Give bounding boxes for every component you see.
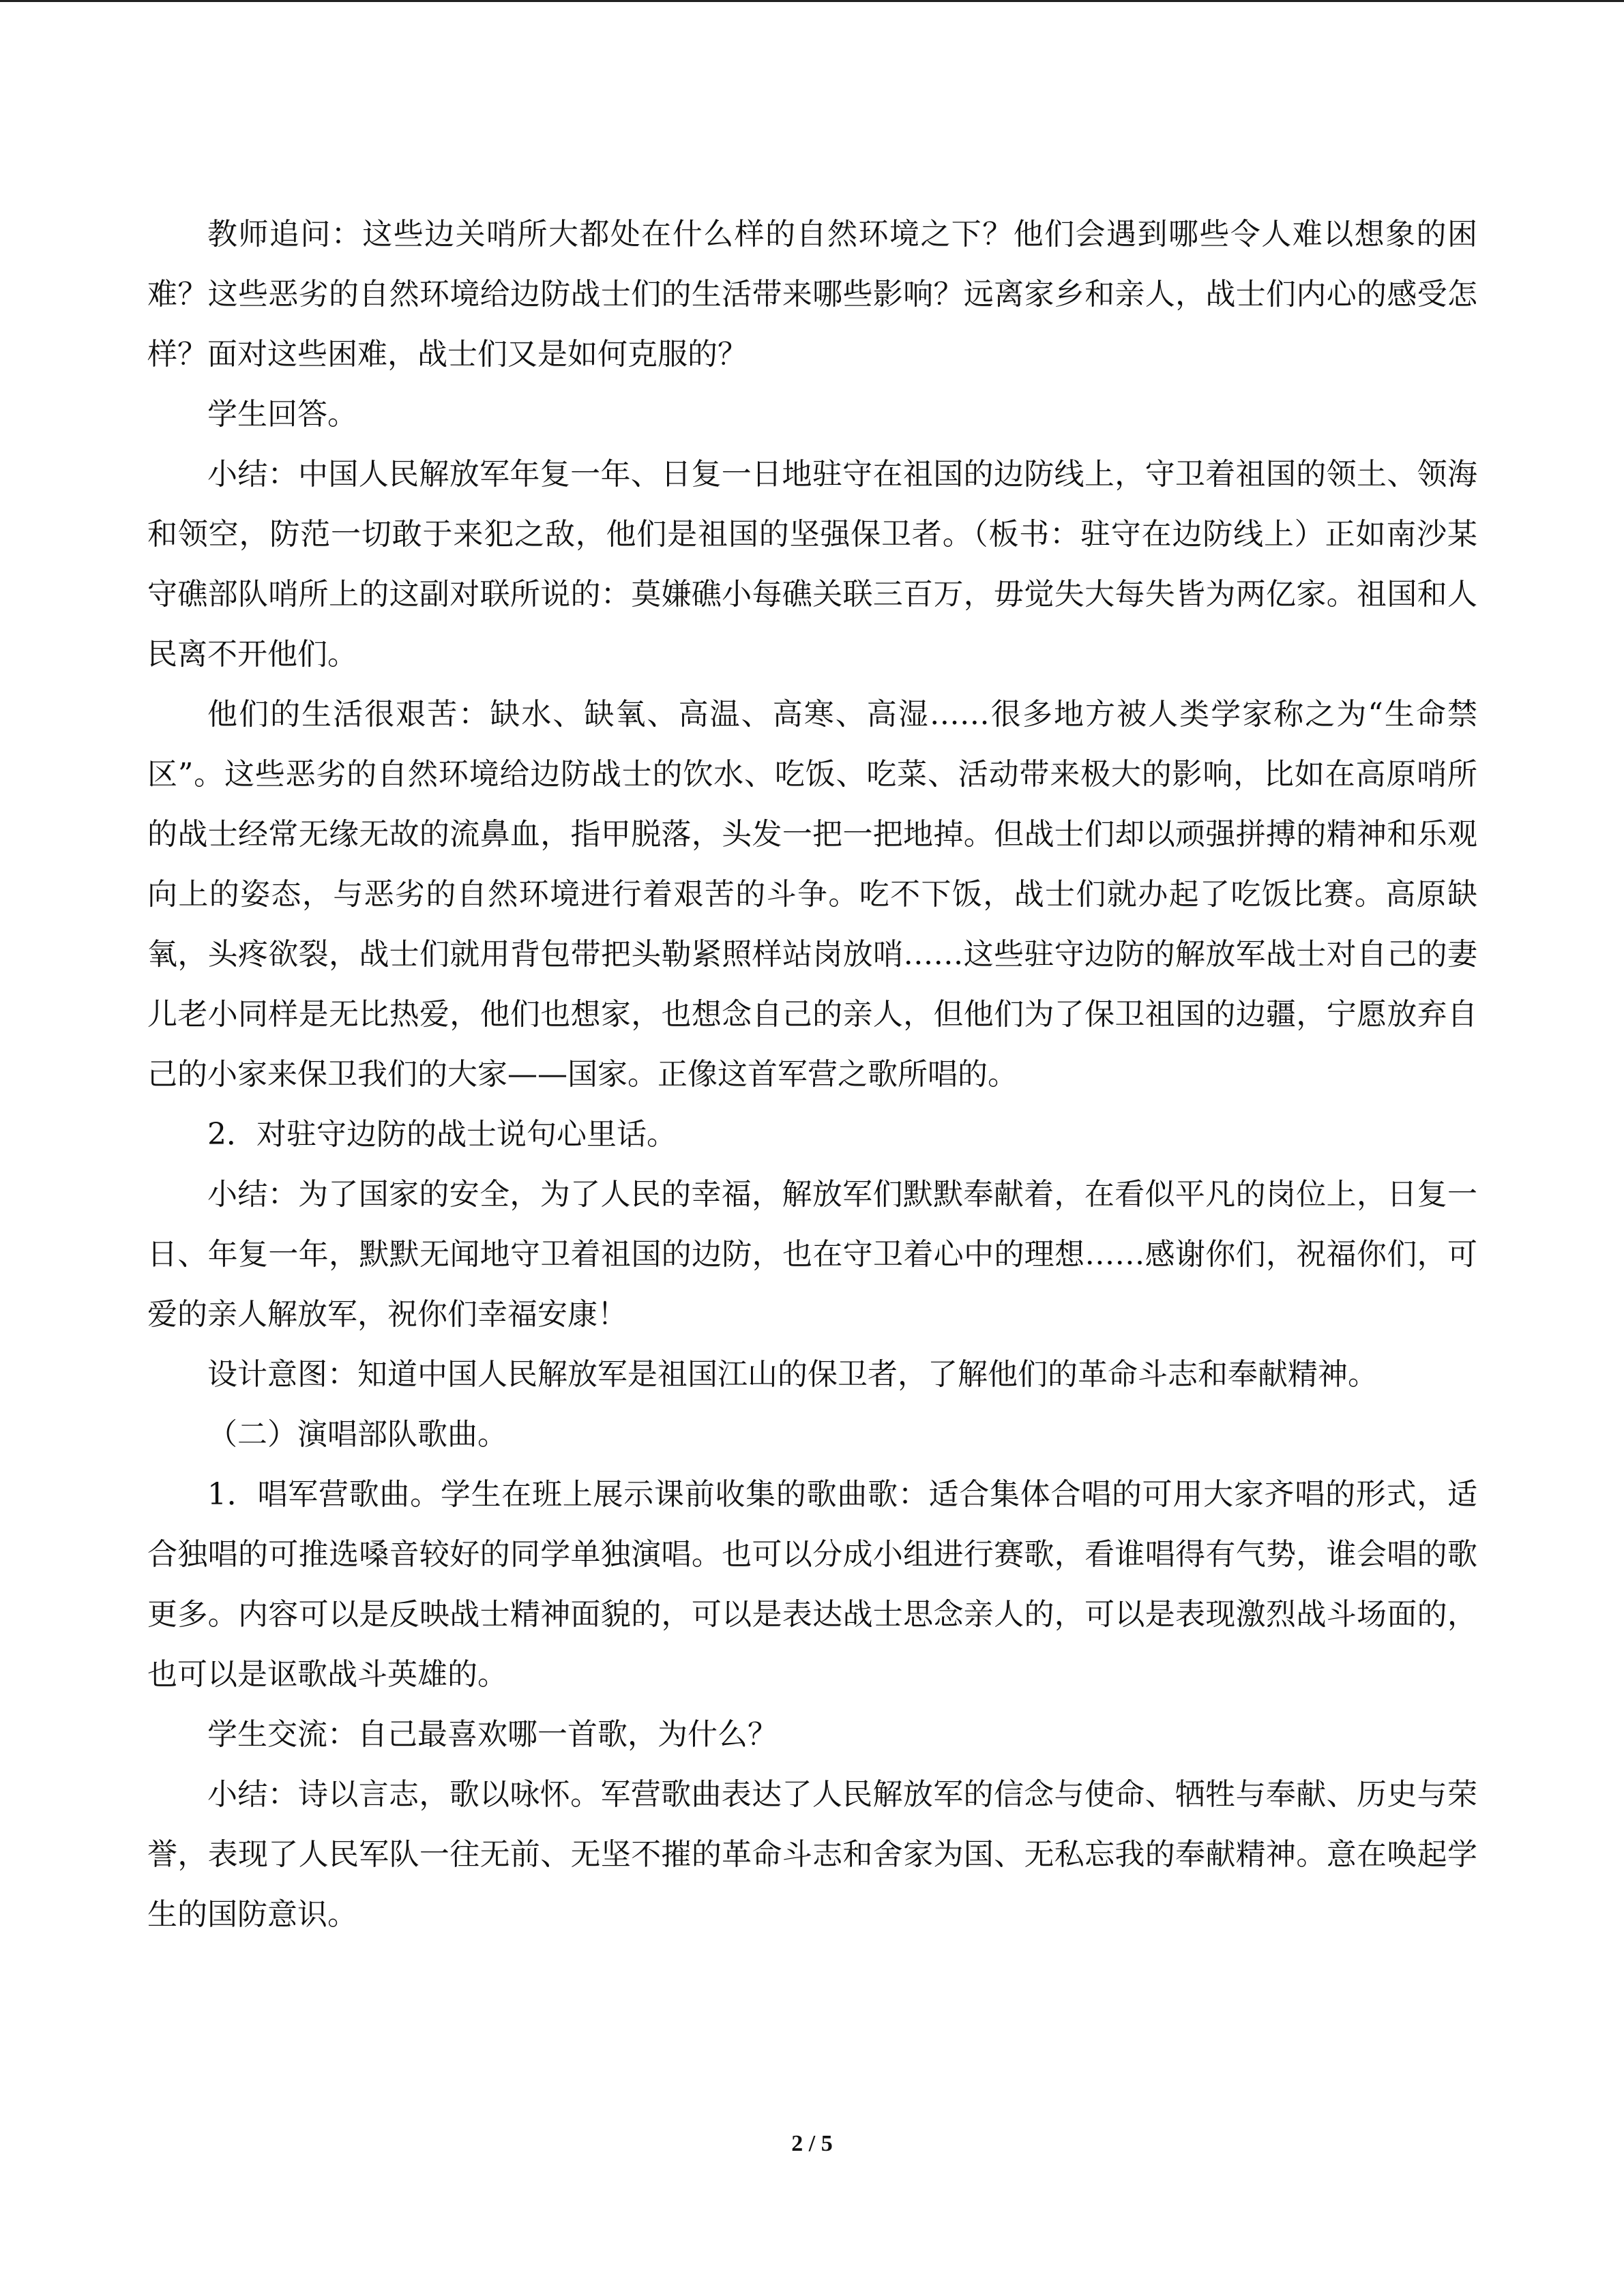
paragraph-item-1-songs: 1．唱军营歌曲。学生在班上展示课前收集的歌曲歌：适合集体合唱的可用大家齐唱的形式，适合独唱的可推选嗓音较好的同学单独演唱。也可以分成小组进行赛歌，看谁唱得有气势，谁会唱的歌更多。内容可以是反映战士精神面貌的，可以是表达战士思念亲人的，可以是表现激烈战斗场面的，也可以是讴歌战斗英雄的。 [147,1477,1477,1692]
paragraph-summary-songs: 小结：诗以言志，歌以咏怀。军营歌曲表达了人民解放军的信念与使命、牺牲与奉献、历史与荣誉，表现了人民军队一往无前、无坚不摧的革命斗志和舍家为国、无私忘我的奉献精神。意在唤起学生的国防意识。 [147,1777,1477,1932]
page-number: 2 / 5 [791,2131,833,2156]
document-body [147,205,1477,1945]
paragraph-student-exchange: 学生交流：自己最喜欢哪一首歌，为什么？ [207,1717,778,1752]
paragraph-student-answer: 学生回答。 [207,397,357,432]
paragraph-hard-life: 他们的生活很艰苦：缺水、缺氧、高温、高寒、高湿……很多地方被人类学家称之为“生命禁区”。这些恶劣的自然环境给边防战士的饮水、吃饭、吃菜、活动带来极大的影响，比如在高原哨所的战士经常无缘无故的流鼻血，指甲脱落，头发一把一把地掉。但战士们却以顽强拼搏的精神和乐观向上的姿态，与恶劣的自然环境进行着艰苦的斗争。吃不下饭，战士们就办起了吃饭比赛。高原缺氧，头疼欲裂，战士们就用背包带把头勒紧照样站岗放哨……这些驻守边防的解放军战士对自己的妻儿老小同样是无比热爱，他们也想家，也想念自己的亲人，但他们为了保卫祖国的边疆，宁愿放弃自己的小家来保卫我们的大家——国家。正像这首军营之歌所唱的。 [147,697,1477,1092]
page-top-border [0,0,1624,2]
paragraph-item-2: 2．对驻守边防的战士说句心里话。 [207,1117,677,1152]
paragraph-teacher-question: 教师追问：这些边关哨所大都处在什么样的自然环境之下？他们会遇到哪些令人难以想象的困难？这些恶劣的自然环境给边防战士们的生活带来哪些影响？远离家乡和亲人，战士们内心的感受怎样？面对这些困难，战士们又是如何克服的？ [147,217,1477,372]
paragraph-section-two-heading: （二）演唱部队歌曲。 [207,1417,507,1452]
paragraph-summary-dedication: 小结：为了国家的安全，为了人民的幸福，解放军们默默奉献着，在看似平凡的岗位上，日复一日、年复一年，默默无闻地守卫着祖国的边防，也在守卫着心中的理想……感谢你们，祝福你们，可爱的亲人解放军，祝你们幸福安康！ [147,1177,1477,1332]
paragraph-summary-border-defense: 小结：中国人民解放军年复一年、日复一日地驻守在祖国的边防线上，守卫着祖国的领土、领海和领空，防范一切敢于来犯之敌，他们是祖国的坚强保卫者。（板书：驻守在边防线上）正如南沙某守礁部队哨所上的这副对联所说的：莫嫌礁小每礁关联三百万，毋觉失大每失皆为两亿家。祖国和人民离不开他们。 [147,457,1477,672]
paragraph-design-intent: 设计意图：知道中国人民解放军是祖国江山的保卫者，了解他们的革命斗志和奉献精神。 [207,1357,1378,1392]
